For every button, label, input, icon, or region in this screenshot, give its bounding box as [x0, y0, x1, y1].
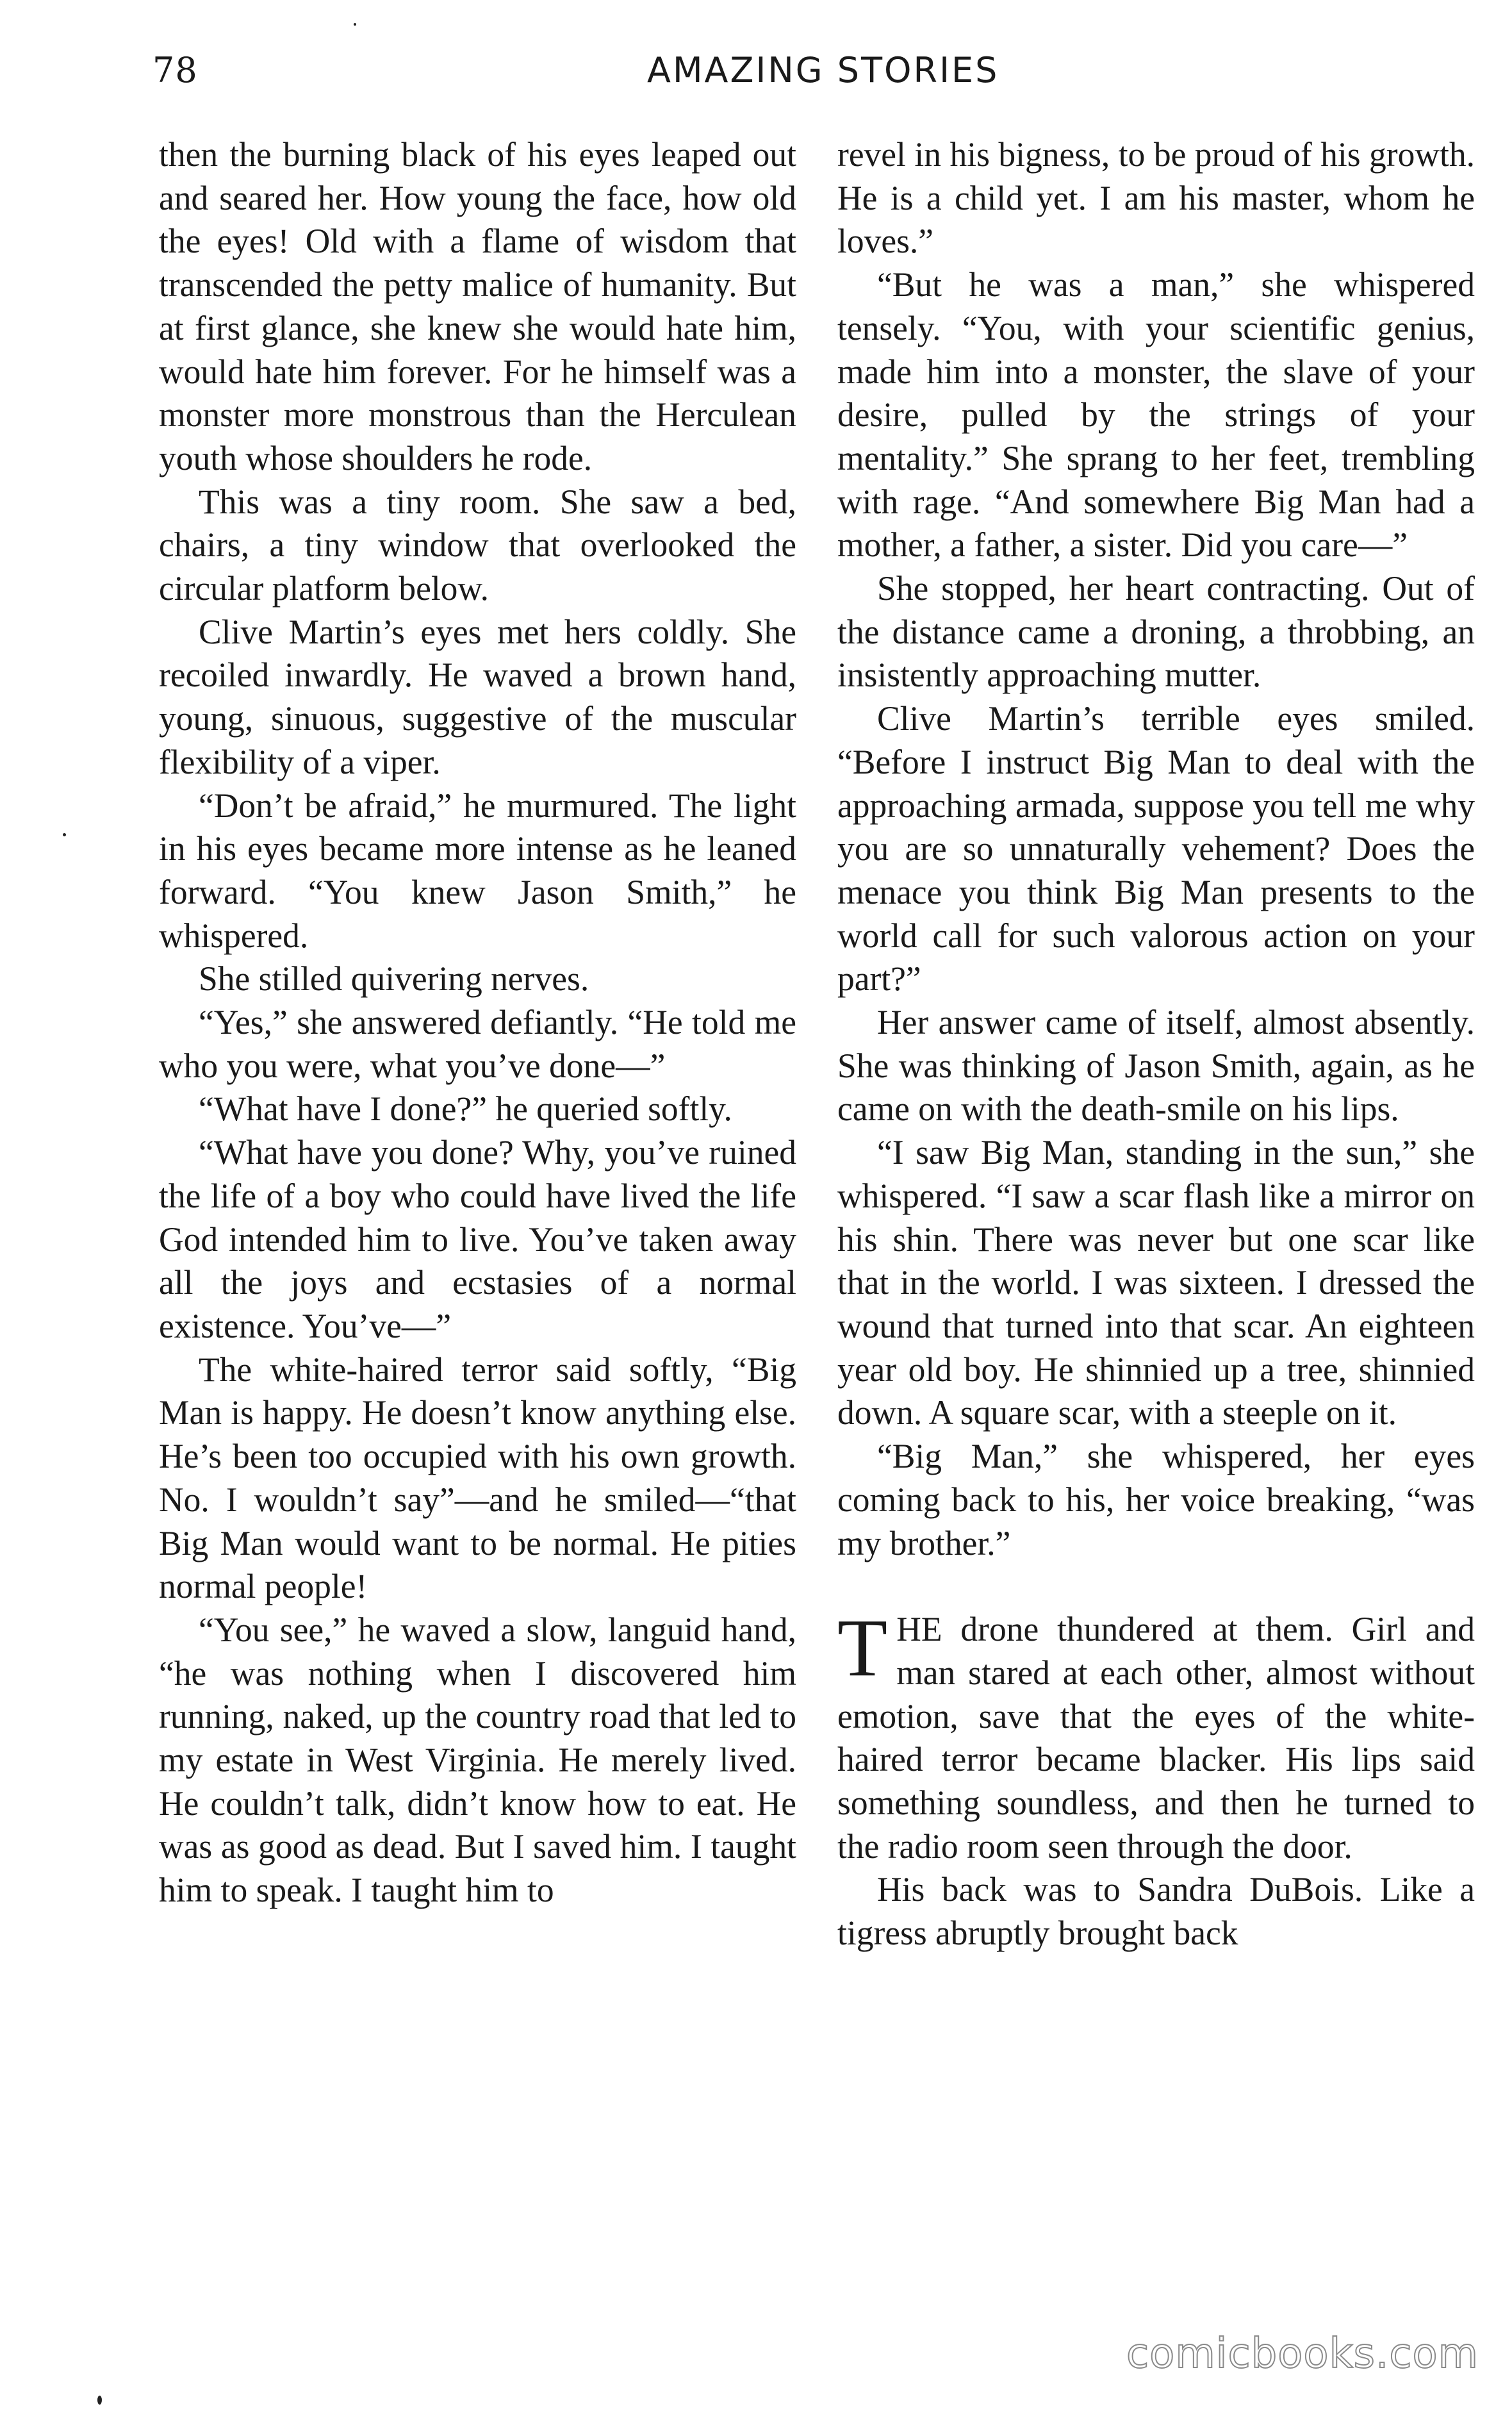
paragraph: Clive Martin’s eyes met hers coldly. She recoiled inwardly. He waved a brown hand, young, sinuous, suggestive of the muscular flexibility of a viper.: [159, 612, 796, 781]
paragraph: She stopped, her heart contracting. Out of the distance came a droning, a throbbing, an insistently approaching mutter.: [837, 569, 1475, 695]
small-caps-word: HE: [896, 1610, 942, 1649]
paragraph: The white-haired terror said softly, “Big Man is happy. He doesn’t know anything else. He’s been too occupied with his own growth. No. I wouldn’t say”—and he smiled—“that Big Man would want to be normal. He pities normal people!: [159, 1350, 796, 1606]
paragraph: “I saw Big Man, standing in the sun,” she whispered. “I saw a scar flash like a mirror on his shin. There was never but one scar like that in the world. I was sixteen. I dressed the wound that turned into that scar. An eighteen year old boy. He shinnied up a tree, shinnied down. A square scar, with a steeple on it.: [837, 1133, 1475, 1432]
page-number: 78: [152, 50, 198, 90]
drop-cap: T: [837, 1602, 888, 1694]
paragraph: She stilled quivering nerves.: [199, 959, 589, 998]
paragraph-text: drone thundered at them. Girl and man stared at each other, almost without emotion, save that the eyes of the white-haired terror became blacker. His lips said something soundless, and then he turned to the radio room seen through the door.: [837, 1610, 1475, 1866]
paragraph: “Don’t be afraid,” he murmured. The light in his eyes became more intense as he leaned forward. “You knew Jason Smith,” he whispered.: [159, 786, 796, 955]
paragraph: Clive Martin’s terrible eyes smiled. “Before I instruct Big Man to deal with the approaching armada, suppose you tell me why you are so unnaturally vehement? Does the menace you think Big Man presents to the world call for such valorous action on your part?”: [837, 699, 1475, 998]
left-column: [159, 133, 796, 1912]
paragraph: “You see,” he waved a slow, languid hand, “he was nothing when I discovered him running, naked, up the country road that led to my estate in West Virginia. He merely lived. He couldn’t talk, didn’t know how to eat. He was as good as dead. But I saved him. I taught him to speak. I taught him to: [159, 1610, 796, 1910]
magazine-title: AMAZING STORIES: [647, 50, 999, 90]
paragraph: “Yes,” she answered defiantly. “He told me who you were, what you’ve done—”: [159, 1003, 796, 1085]
section-opening-paragraph: [837, 1602, 1475, 1868]
watermark: comicbooks.com: [1126, 2330, 1479, 2378]
section-break: [837, 1565, 1475, 1608]
paragraph: “What have I done?” he queried softly.: [199, 1090, 732, 1129]
paragraph: His back was to Sandra DuBois. Like a tigress abruptly brought back: [837, 1870, 1475, 1953]
print-speck: [354, 23, 356, 26]
paragraph: then the burning black of his eyes leaped out and seared her. How young the face, how old the eyes! Old with a flame of wisdom that transcended the petty malice of humanity. But at first glance, she knew she would hate him, would hate him forever. For he himself was a monster more monstrous than the Herculean youth whose shoulders he rode.: [159, 135, 796, 477]
paragraph: Her answer came of itself, almost absently. She was thinking of Jason Smith, again, as he came on with the death-smile on his lips.: [837, 1003, 1475, 1129]
paragraph: revel in his bigness, to be proud of his growth. He is a child yet. I am his master, whom he loves.”: [837, 135, 1475, 261]
paragraph: “Big Man,” she whispered, her eyes coming back to his, her voice breaking, “was my brother.”: [837, 1437, 1475, 1562]
paragraph: “What have you done? Why, you’ve ruined the life of a boy who could have lived the life God intended him to live. You’ve taken away all the joys and ecstasies of a normal existence. You’ve—”: [159, 1133, 796, 1345]
print-speck: [97, 2396, 102, 2405]
paragraph: “But he was a man,” she whispered tensely. “You, with your scientific genius, made him into a monster, the slave of your desire, pulled by the strings of your mentality.” She sprang to her feet, trembling with rage. “And somewhere Big Man had a mother, a father, a sister. Did you care—”: [837, 265, 1475, 565]
paragraph: This was a tiny room. She saw a bed, chairs, a tiny window that overlooked the circular platform below.: [159, 482, 796, 608]
print-speck: [63, 833, 66, 836]
right-column: [837, 133, 1475, 1955]
